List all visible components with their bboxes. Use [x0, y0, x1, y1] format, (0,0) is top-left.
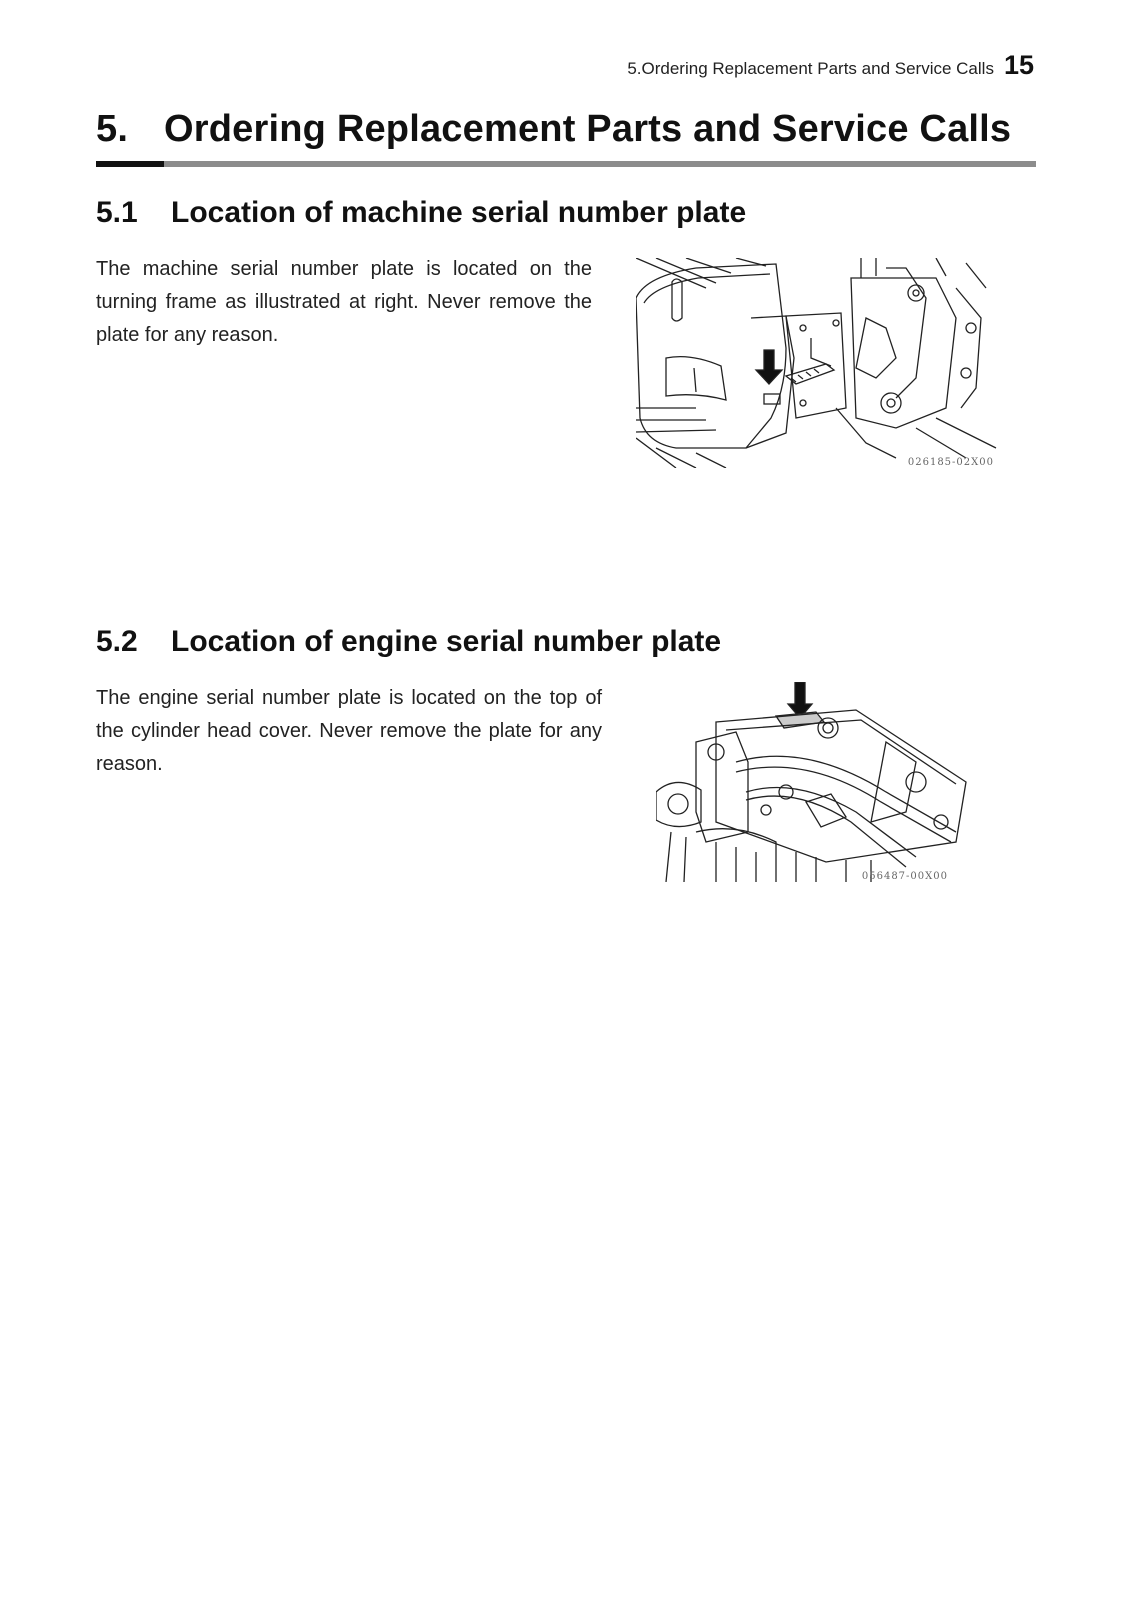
figure-code: 056487-00X00 — [861, 871, 948, 882]
chapter-title-rule — [96, 161, 1036, 167]
running-header — [627, 50, 1034, 81]
figure-code: 026185-02X00 — [907, 457, 994, 468]
chapter-title-text: Ordering Replacement Parts and Service Calls — [164, 108, 1012, 150]
section-body-engine-plate: The engine serial number plate is located on the top of the cylinder head cover. Never remove the plate for any reason. — [96, 687, 602, 775]
section-title-machine-plate — [96, 196, 746, 230]
engine-cylinder-head-illustration — [656, 682, 986, 882]
section-body-machine-plate: The machine serial number plate is located on the turning frame as illustrated at right. Never remove the plate for any reason. — [96, 258, 592, 346]
section-title-text: Location of machine serial number plate — [171, 196, 747, 229]
chapter-title-rule-accent — [96, 161, 164, 167]
page-number: 15 — [1003, 50, 1034, 80]
excavator-turning-frame-illustration — [636, 258, 1006, 468]
section-number: 5.2 — [96, 625, 138, 658]
section-title-engine-plate — [96, 625, 721, 659]
chapter-title — [96, 108, 1036, 151]
chapter-number: 5. — [96, 108, 129, 150]
section-title-text: Location of engine serial number plate — [171, 625, 722, 658]
running-title: 5.Ordering Replacement Parts and Service Calls — [627, 59, 994, 78]
section-number: 5.1 — [96, 196, 138, 229]
